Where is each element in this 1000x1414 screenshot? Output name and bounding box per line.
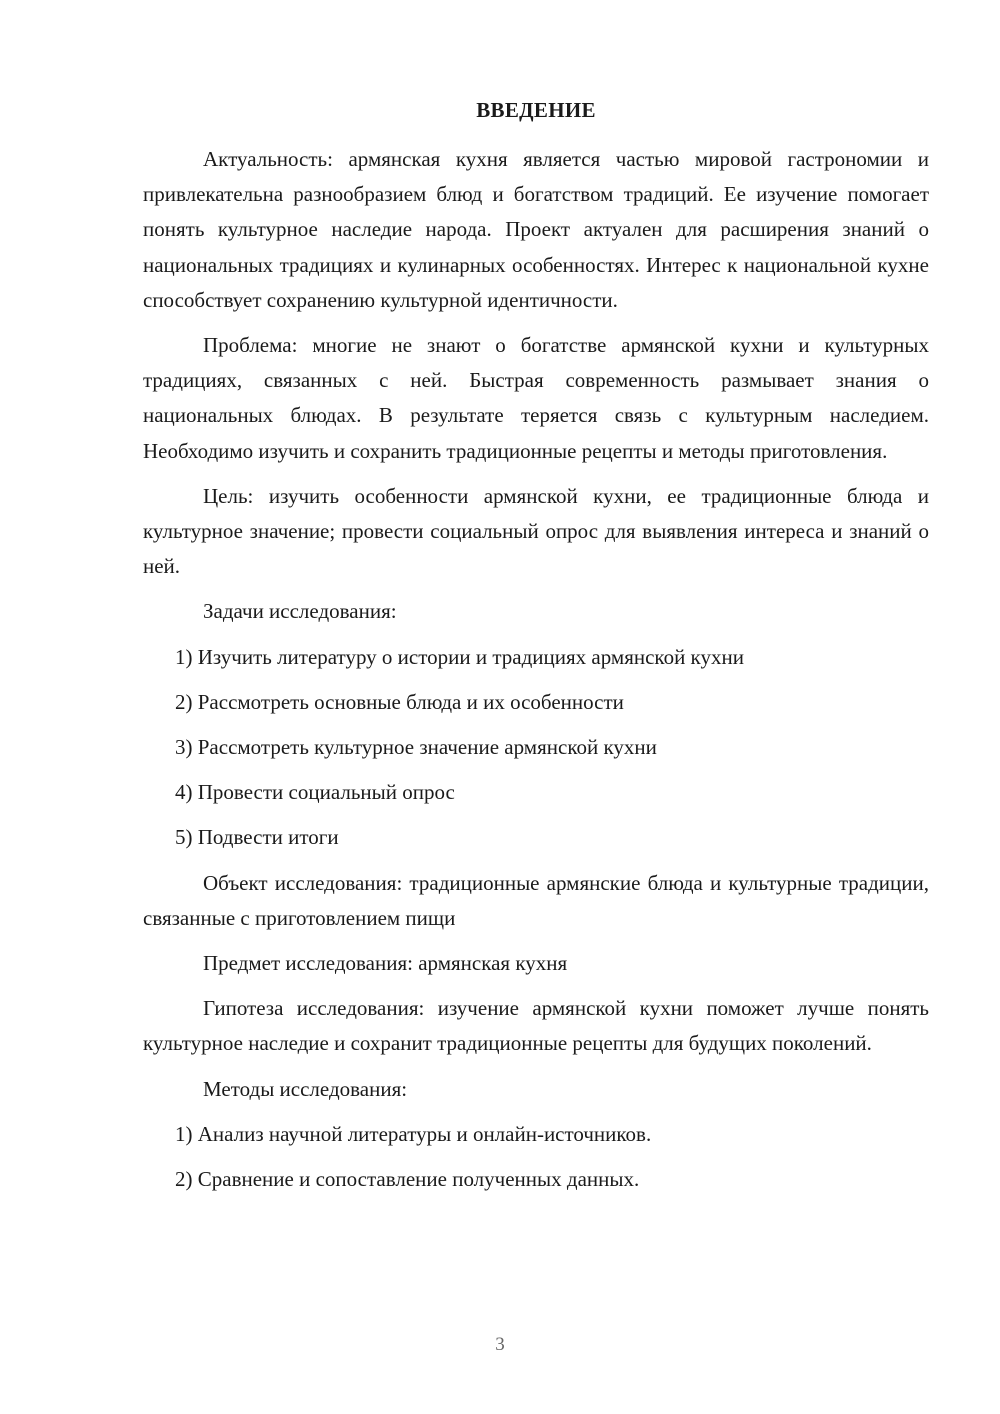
- task-item-1: 1) Изучить литературу о истории и традициях армянской кухни: [175, 644, 744, 669]
- problem-paragraph: Проблема: многие не знают о богатстве армянской кухни и культурных традициях, связанных с ней. Быстрая современность размывает знания о национальных блюдах. В результате теряется связь с культурным наследием. Необходимо изучить и сохранить традиционные рецепты и методы приготовления.: [143, 333, 929, 463]
- tasks-label: Задачи исследования:: [203, 599, 397, 624]
- object-paragraph: Объект исследования: традиционные армянские блюда и культурные традиции, связанные с приготовлением пищи: [143, 870, 929, 930]
- task-item-5: 5) Подвести итоги: [175, 825, 339, 850]
- methods-label: Методы исследования:: [203, 1076, 408, 1101]
- document-page: [143, 96, 929, 1207]
- subject-line: Предмет исследования: армянская кухня: [203, 951, 568, 976]
- relevance-paragraph: Актуальность: армянская кухня является частью мировой гастрономии и привлекательна разнообразием блюд и богатством традиций. Ее изучение помогает понять культурное наследие народа. Проект актуален для расширения знаний о национальных традициях и кулинарных особенностях. Интерес к национальной кухне способствует сохранению культурной идентичности.: [143, 147, 929, 312]
- task-item-2: 2) Рассмотреть основные блюда и их особенности: [175, 689, 624, 714]
- task-item-3: 3) Рассмотреть культурное значение армянской кухни: [175, 735, 657, 760]
- page-number: 3: [495, 1334, 505, 1355]
- method-item-1: 1) Анализ научной литературы и онлайн-источников.: [175, 1121, 652, 1146]
- goal-paragraph: Цель: изучить особенности армянской кухни, ее традиционные блюда и культурное значение; провести социальный опрос для выявления интереса и знаний о ней.: [143, 483, 929, 579]
- task-item-4: 4) Провести социальный опрос: [175, 780, 455, 805]
- hypothesis-paragraph: Гипотеза исследования: изучение армянской кухни поможет лучше понять культурное наследие и сохранит традиционные рецепты для будущих поколений.: [143, 996, 929, 1056]
- method-item-2: 2) Сравнение и сопоставление полученных данных.: [175, 1167, 640, 1192]
- page-title: ВВЕДЕНИЕ: [476, 98, 596, 122]
